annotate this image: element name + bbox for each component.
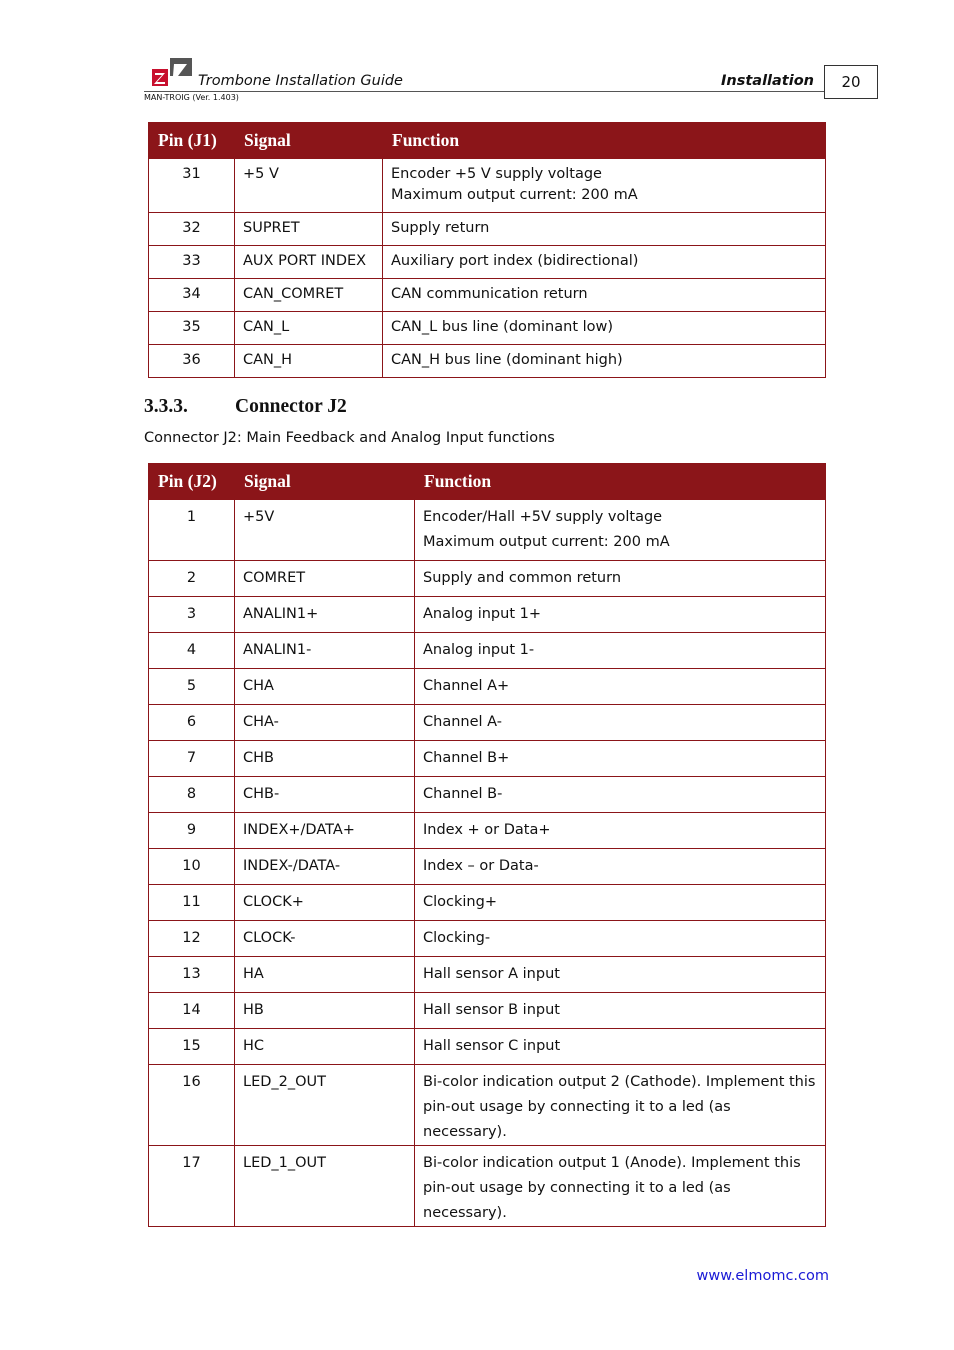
signal-cell: CAN_COMRET xyxy=(235,279,383,312)
function-line: Bi-color indication output 1 (Anode). Implement this xyxy=(423,1155,801,1171)
pin-cell: 15 xyxy=(149,1029,235,1065)
function-line: Encoder +5 V supply voltage xyxy=(391,166,602,182)
table-row xyxy=(149,1029,826,1065)
function-cell xyxy=(383,345,826,378)
function-cell xyxy=(415,813,826,849)
column-header-pin: Pin (J1) xyxy=(149,123,235,159)
header-divider xyxy=(144,91,824,92)
pin-cell: 8 xyxy=(149,777,235,813)
function-line: CAN_H bus line (dominant high) xyxy=(391,352,623,368)
signal-cell: LED_2_OUT xyxy=(235,1065,415,1146)
pin-cell: 31 xyxy=(149,159,235,213)
table-row xyxy=(149,345,826,378)
function-line: Hall sensor C input xyxy=(423,1038,561,1054)
pin-cell: 17 xyxy=(149,1146,235,1227)
table-row xyxy=(149,957,826,993)
function-line: Supply return xyxy=(391,220,490,236)
pin-cell: 32 xyxy=(149,213,235,246)
website-link[interactable]: www.elmomc.com xyxy=(696,1268,829,1284)
table-row xyxy=(149,705,826,741)
function-line: Maximum output current: 200 mA xyxy=(391,187,638,203)
function-cell xyxy=(415,741,826,777)
signal-cell: CAN_H xyxy=(235,345,383,378)
table-row xyxy=(149,1065,826,1146)
pin-cell: 2 xyxy=(149,561,235,597)
signal-cell: CHB xyxy=(235,741,415,777)
pin-cell: 7 xyxy=(149,741,235,777)
table-header-row xyxy=(149,123,826,159)
pin-cell: 4 xyxy=(149,633,235,669)
signal-cell: SUPRET xyxy=(235,213,383,246)
pin-cell: 12 xyxy=(149,921,235,957)
function-line: CAN communication return xyxy=(391,286,588,302)
function-line: Channel B+ xyxy=(423,750,510,766)
pin-cell: 3 xyxy=(149,597,235,633)
function-cell xyxy=(415,597,826,633)
function-cell xyxy=(415,957,826,993)
signal-cell: CLOCK+ xyxy=(235,885,415,921)
function-cell xyxy=(383,279,826,312)
table-row xyxy=(149,500,826,561)
function-cell xyxy=(383,312,826,345)
function-cell xyxy=(415,921,826,957)
function-line: Index + or Data+ xyxy=(423,822,551,838)
pin-cell: 13 xyxy=(149,957,235,993)
pin-cell: 33 xyxy=(149,246,235,279)
signal-cell: HA xyxy=(235,957,415,993)
signal-cell: CAN_L xyxy=(235,312,383,345)
signal-cell: +5V xyxy=(235,500,415,561)
signal-cell: CHA xyxy=(235,669,415,705)
table-row xyxy=(149,213,826,246)
column-header-pin: Pin (J2) xyxy=(149,464,235,500)
table-row xyxy=(149,1146,826,1227)
table-row xyxy=(149,885,826,921)
table-row xyxy=(149,669,826,705)
function-line: pin-out usage by connecting it to a led (as necessary). xyxy=(423,1180,731,1221)
table-row xyxy=(149,279,826,312)
signal-cell: ANALIN1+ xyxy=(235,597,415,633)
table-row xyxy=(149,993,826,1029)
signal-cell: +5 V xyxy=(235,159,383,213)
signal-cell: HC xyxy=(235,1029,415,1065)
function-line: Encoder/Hall +5V supply voltage xyxy=(423,509,663,525)
table-row xyxy=(149,849,826,885)
pin-cell: 6 xyxy=(149,705,235,741)
function-line: Maximum output current: 200 mA xyxy=(423,534,670,550)
table-row xyxy=(149,597,826,633)
column-header-signal: Signal xyxy=(235,123,383,159)
page-header xyxy=(144,56,878,104)
function-line: Supply and common return xyxy=(423,570,622,586)
header-section-name: Installation xyxy=(721,73,814,89)
function-cell xyxy=(415,993,826,1029)
signal-cell: INDEX-/DATA- xyxy=(235,849,415,885)
function-line: Analog input 1- xyxy=(423,642,535,658)
table-row xyxy=(149,159,826,213)
signal-cell: COMRET xyxy=(235,561,415,597)
function-cell xyxy=(415,669,826,705)
function-cell xyxy=(415,561,826,597)
function-cell xyxy=(415,1029,826,1065)
table-row xyxy=(149,633,826,669)
section-number: 3.3.3. xyxy=(144,396,188,417)
signal-cell: ANALIN1- xyxy=(235,633,415,669)
table-row xyxy=(149,813,826,849)
function-line: Bi-color indication output 2 (Cathode). Implement this xyxy=(423,1074,816,1090)
document-version: MAN-TROIG (Ver. 1.403) xyxy=(144,93,239,102)
signal-cell: INDEX+/DATA+ xyxy=(235,813,415,849)
connector-j2-table xyxy=(148,463,826,1227)
column-header-function: Function xyxy=(415,464,826,500)
column-header-signal: Signal xyxy=(235,464,415,500)
section-title: Connector J2 xyxy=(235,396,347,417)
pin-cell: 1 xyxy=(149,500,235,561)
table-header-row xyxy=(149,464,826,500)
function-line: Index – or Data- xyxy=(423,858,539,874)
function-cell xyxy=(415,500,826,561)
function-cell xyxy=(415,1065,826,1146)
function-line: CAN_L bus line (dominant low) xyxy=(391,319,614,335)
pin-cell: 9 xyxy=(149,813,235,849)
function-line: Channel A- xyxy=(423,714,502,730)
column-header-function: Function xyxy=(383,123,826,159)
function-cell xyxy=(415,849,826,885)
table-row xyxy=(149,561,826,597)
pin-cell: 34 xyxy=(149,279,235,312)
table-row xyxy=(149,246,826,279)
elmo-logo-icon xyxy=(148,57,194,87)
function-line: pin-out usage by connecting it to a led (as necessary). xyxy=(423,1099,731,1140)
function-cell xyxy=(383,213,826,246)
function-line: Hall sensor B input xyxy=(423,1002,560,1018)
function-line: Clocking- xyxy=(423,930,491,946)
pin-cell: 36 xyxy=(149,345,235,378)
function-line: Hall sensor A input xyxy=(423,966,560,982)
function-cell xyxy=(415,1146,826,1227)
function-cell xyxy=(415,705,826,741)
function-line: Analog input 1+ xyxy=(423,606,541,622)
document-title: Trombone Installation Guide xyxy=(198,73,403,89)
pin-cell: 5 xyxy=(149,669,235,705)
function-line: Clocking+ xyxy=(423,894,497,910)
signal-cell: HB xyxy=(235,993,415,1029)
table-row xyxy=(149,312,826,345)
pin-cell: 10 xyxy=(149,849,235,885)
signal-cell: CLOCK- xyxy=(235,921,415,957)
connector-j1-table xyxy=(148,122,826,378)
table-row xyxy=(149,777,826,813)
function-line: Auxiliary port index (bidirectional) xyxy=(391,253,639,269)
section-heading xyxy=(144,396,347,418)
signal-cell: CHA- xyxy=(235,705,415,741)
page-number: 20 xyxy=(824,65,878,99)
table-row xyxy=(149,921,826,957)
table-row xyxy=(149,741,826,777)
signal-cell: LED_1_OUT xyxy=(235,1146,415,1227)
pin-cell: 35 xyxy=(149,312,235,345)
signal-cell: AUX PORT INDEX xyxy=(235,246,383,279)
pin-cell: 16 xyxy=(149,1065,235,1146)
pin-cell: 14 xyxy=(149,993,235,1029)
function-cell xyxy=(415,633,826,669)
function-cell xyxy=(383,159,826,213)
section-description: Connector J2: Main Feedback and Analog Input functions xyxy=(144,430,555,446)
function-cell xyxy=(383,246,826,279)
function-cell xyxy=(415,885,826,921)
function-line: Channel A+ xyxy=(423,678,510,694)
function-line: Channel B- xyxy=(423,786,503,802)
pin-cell: 11 xyxy=(149,885,235,921)
signal-cell: CHB- xyxy=(235,777,415,813)
function-cell xyxy=(415,777,826,813)
